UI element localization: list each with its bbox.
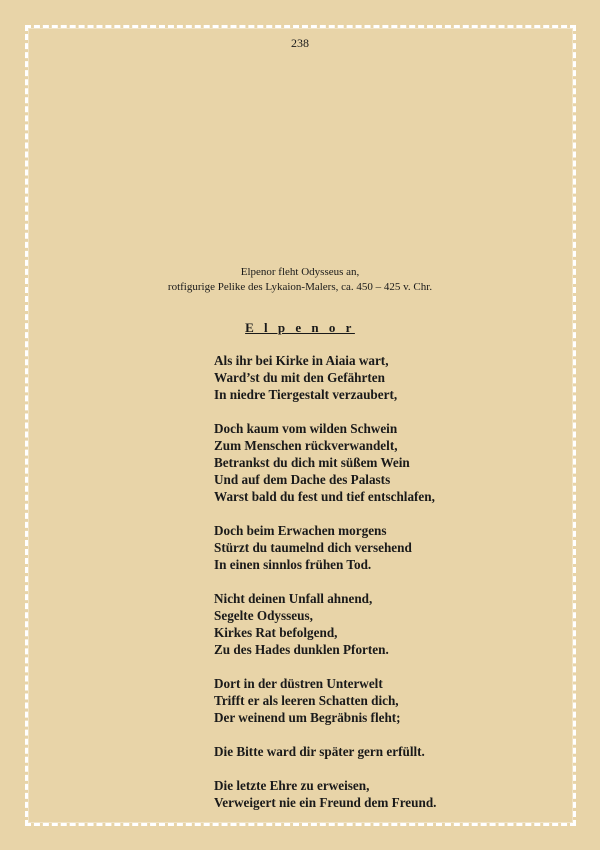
poem-line: Ward’st du mit den Gefährten: [214, 370, 385, 385]
poem-line: Trifft er als leeren Schatten dich,: [214, 693, 399, 708]
stanza: [214, 675, 436, 726]
poem-line: Betrankst du dich mit süßem Wein: [214, 455, 410, 470]
poem-line: Verweigert nie ein Freund dem Freund.: [214, 795, 437, 810]
poem-line: In niedre Tiergestalt verzaubert,: [214, 387, 398, 402]
stanza: [214, 777, 436, 811]
poem-line: Zu des Hades dunklen Pforten.: [214, 642, 389, 657]
caption-line-1: Elpenor fleht Odysseus an,: [240, 266, 360, 278]
poem-line: Der weinend um Begräbnis fleht;: [214, 710, 401, 725]
stanza: [214, 590, 436, 658]
poem-line: Doch beim Erwachen morgens: [214, 523, 387, 538]
poem-line: Stürzt du taumelnd dich versehend: [214, 540, 412, 555]
poem-line: Segelte Odysseus,: [214, 608, 313, 623]
poem-line: Dort in der düstren Unterwelt: [214, 676, 383, 691]
poem-line: Warst bald du fest und tief entschlafen,: [214, 489, 435, 504]
poem-line: Als ihr bei Kirke in Aiaia wart,: [214, 353, 389, 368]
poem-line: Doch kaum vom wilden Schwein: [214, 421, 398, 436]
page-number: 238: [291, 36, 309, 50]
stanza: [214, 352, 436, 403]
poem-body: [214, 352, 436, 828]
caption-line-2: rotfigurige Pelike des Lykaion-Malers, ca. 450 – 425 v. Chr.: [167, 281, 433, 293]
stanza: [214, 522, 436, 573]
poem-line: Die Bitte ward dir später gern erfüllt.: [214, 744, 425, 759]
poem-line: Kirkes Rat befolgend,: [214, 625, 338, 640]
poem-line: Zum Menschen rückverwandelt,: [214, 438, 398, 453]
image-caption: [0, 265, 600, 295]
poem-title: E l p e n o r: [245, 320, 355, 335]
stanza: [214, 743, 436, 760]
poem-line: In einen sinnlos frühen Tod.: [214, 557, 372, 572]
poem-line: Die letzte Ehre zu erweisen,: [214, 778, 370, 793]
poem-line: Nicht deinen Unfall ahnend,: [214, 591, 373, 606]
stanza: [214, 420, 436, 505]
poem-line: Und auf dem Dache des Palasts: [214, 472, 391, 487]
